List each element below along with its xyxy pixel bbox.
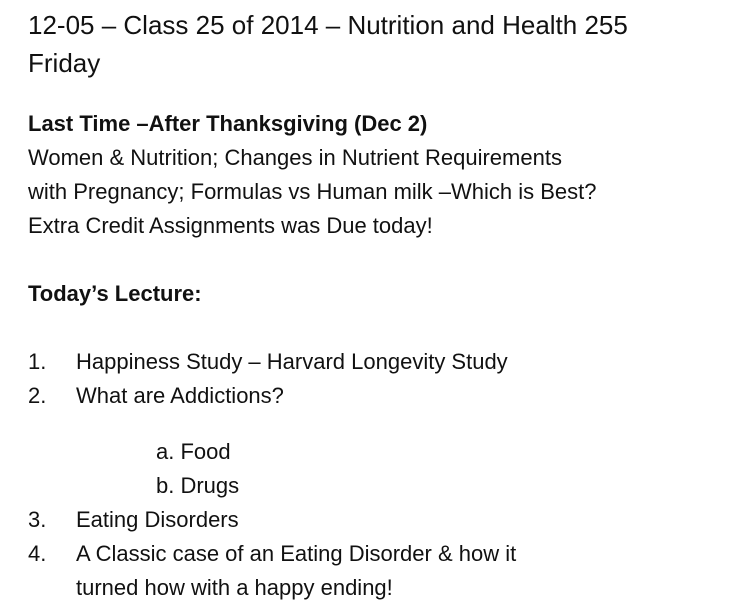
- last-time-line-1: Women & Nutrition; Changes in Nutrient Requirements: [28, 145, 562, 170]
- list-item-line: Happiness Study – Harvard Longevity Study: [76, 349, 508, 374]
- todays-lecture-heading: Today’s Lecture:: [28, 281, 202, 306]
- list-item-number: 4.: [28, 541, 47, 566]
- list-item-number: 3.: [28, 507, 47, 532]
- list-item: [28, 345, 727, 379]
- sublist-item-drugs: b. Drugs: [156, 473, 240, 498]
- list-item: [28, 379, 727, 413]
- list-item-text: [76, 503, 239, 537]
- list-item-number: 1.: [28, 349, 47, 374]
- list-item-text: [76, 345, 508, 379]
- addictions-sublist: [28, 435, 727, 503]
- lecture-topic-list: [28, 345, 727, 413]
- last-time-section: [28, 107, 727, 243]
- last-time-heading: Last Time –After Thanksgiving (Dec 2): [28, 111, 428, 136]
- list-item-line: turned how with a happy ending!: [76, 575, 393, 600]
- list-item-text: [76, 537, 516, 605]
- list-item-line: A Classic case of an Eating Disorder & how it: [76, 541, 517, 566]
- list-item: [28, 503, 727, 537]
- list-item-line: Eating Disorders: [76, 507, 239, 532]
- title-line-2: Friday: [28, 48, 101, 78]
- sublist-item-food: a. Food: [156, 439, 231, 464]
- list-item-text: [76, 379, 284, 413]
- list-item-line: What are Addictions?: [76, 383, 284, 408]
- last-time-line-3: Extra Credit Assignments was Due today!: [28, 213, 433, 238]
- list-item-number: 2.: [28, 383, 47, 408]
- list-item: [28, 537, 727, 605]
- lecture-topic-list-continued: [28, 503, 727, 605]
- title-line-1: 12-05 – Class 25 of 2014 – Nutrition and Health 255: [28, 10, 628, 40]
- slide-title: [28, 6, 727, 82]
- last-time-line-2: with Pregnancy; Formulas vs Human milk –Which is Best?: [28, 179, 597, 204]
